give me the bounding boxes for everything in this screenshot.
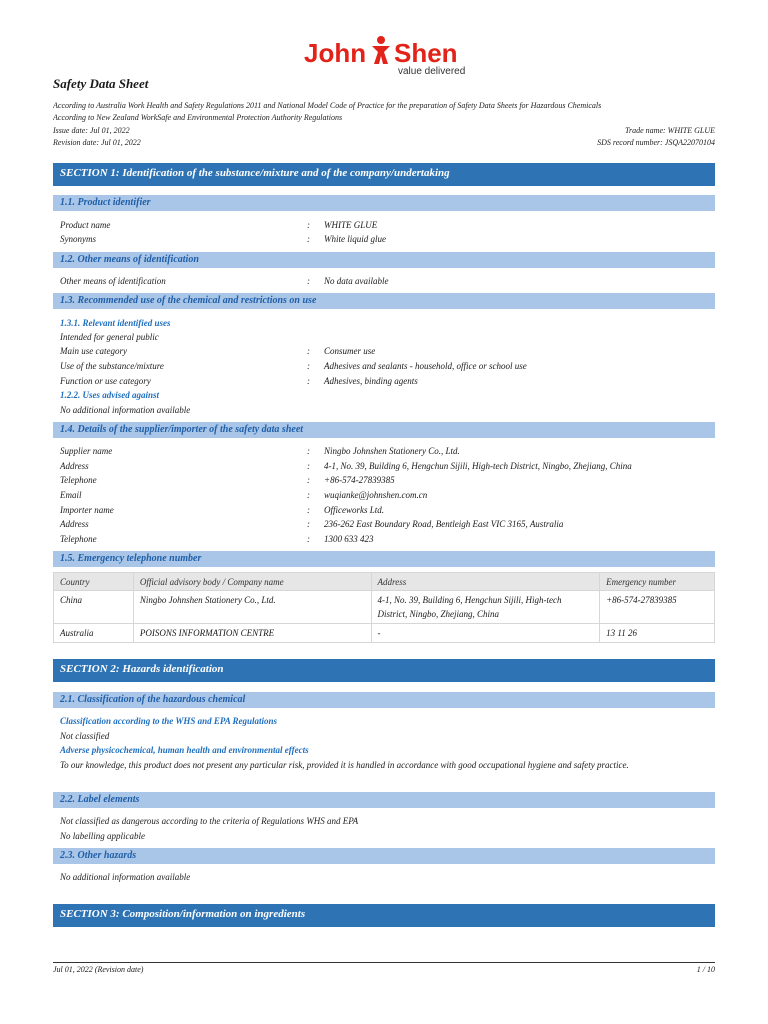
- info-row: [60, 475, 710, 489]
- table-cell: China: [54, 591, 134, 624]
- colon: :: [307, 446, 310, 456]
- row-label: Use of the substance/mixture: [60, 361, 164, 371]
- row-value: Ningbo Johnshen Stationery Co., Ltd.: [324, 446, 460, 456]
- row-label: Importer name: [60, 505, 114, 515]
- row-label: Other means of identification: [60, 276, 166, 286]
- info-row: [60, 346, 710, 360]
- info-row: [60, 490, 710, 504]
- row-label: Synonyms: [60, 234, 96, 244]
- row-value: WHITE GLUE: [324, 220, 378, 230]
- info-row: [60, 505, 710, 519]
- footer-page-number: 1 / 10: [696, 965, 715, 974]
- colon: :: [307, 276, 310, 286]
- table-row: [54, 591, 715, 624]
- table-cell: POISONS INFORMATION CENTRE: [133, 624, 371, 643]
- colon: :: [307, 346, 310, 356]
- colon: :: [307, 461, 310, 471]
- revision-date: Revision date: Jul 01, 2022: [53, 138, 141, 147]
- colon: :: [307, 534, 310, 544]
- subsection-1-2-header: 1.2. Other means of identification: [53, 252, 715, 268]
- row-value: +86-574-27839385: [324, 475, 395, 485]
- subsection-2-1-header: 2.1. Classification of the hazardous chemical: [53, 692, 715, 708]
- uses-advised-against-heading: 1.2.2. Uses advised against: [60, 390, 159, 400]
- sds-record-number: SDS record number: JSQA22070104: [597, 138, 715, 147]
- colon: :: [307, 505, 310, 515]
- column-header: Address: [371, 573, 600, 591]
- other-hazards-text: No additional information available: [60, 872, 191, 882]
- logo-tagline: value delivered: [398, 66, 466, 77]
- row-label: Telephone: [60, 534, 97, 544]
- info-row: [60, 276, 710, 290]
- info-row: [60, 234, 710, 248]
- colon: :: [307, 361, 310, 371]
- section-1-header: SECTION 1: Identification of the substance/mixture and of the company/undertaking: [53, 163, 715, 186]
- colon: :: [307, 490, 310, 500]
- row-label: Address: [60, 461, 89, 471]
- row-value: Adhesives and sealants - household, office or school use: [324, 361, 527, 371]
- trade-name: Trade name: WHITE GLUE: [625, 126, 715, 135]
- table-cell: 4-1, No. 39, Building 6, Hengchun Sijili, High-tech District, Ningbo, Zhejiang, China: [371, 591, 600, 624]
- footer-revision-date: Jul 01, 2022 (Revision date): [53, 965, 144, 974]
- email-value[interactable]: wuqianke@johnshen.com.cn: [324, 490, 428, 500]
- table-header-row: [54, 573, 715, 591]
- colon: :: [307, 475, 310, 485]
- row-label: Main use category: [60, 346, 127, 356]
- company-logo: [300, 30, 480, 80]
- info-row: [60, 461, 710, 475]
- intended-use-text: Intended for general public: [60, 332, 159, 342]
- not-classified-text: Not classified: [60, 731, 110, 741]
- colon: :: [307, 220, 310, 230]
- row-value: No data available: [324, 276, 389, 286]
- row-label: Supplier name: [60, 446, 113, 456]
- row-value: Consumer use: [324, 346, 376, 356]
- column-header: Official advisory body / Company name: [133, 573, 371, 591]
- svg-text:John: John: [304, 38, 367, 68]
- row-label: Function or use category: [60, 376, 151, 386]
- row-label: Telephone: [60, 475, 97, 485]
- regulation-line-1: According to Australia Work Health and Safety Regulations 2011 and National Model Code of Practice for the preparation of Safety Data Sheets for Hazardous Chemicals: [53, 101, 602, 110]
- info-row: [60, 519, 710, 533]
- subsection-1-4-header: 1.4. Details of the supplier/importer of the safety data sheet: [53, 422, 715, 438]
- column-header: Country: [54, 573, 134, 591]
- table-cell: Ningbo Johnshen Stationery Co., Ltd.: [133, 591, 371, 624]
- column-header: Emergency number: [600, 573, 715, 591]
- colon: :: [307, 376, 310, 386]
- footer-divider: [53, 962, 715, 963]
- regulation-line-2: According to New Zealand WorkSafe and Environmental Protection Authority Regulations: [53, 113, 343, 122]
- info-row: [60, 534, 710, 548]
- row-label: Address: [60, 519, 89, 529]
- row-value: 4-1, No. 39, Building 6, Hengchun Sijili, High-tech District, Ningbo, Zhejiang, China: [324, 461, 632, 471]
- section-2-header: SECTION 2: Hazards identification: [53, 659, 715, 682]
- row-value: Adhesives, binding agents: [324, 376, 418, 386]
- subsection-1-1-header: 1.1. Product identifier: [53, 195, 715, 211]
- svg-text:Shen: Shen: [394, 38, 458, 68]
- info-row: [60, 220, 710, 234]
- adverse-effects-heading: Adverse physicochemical, human health and environmental effects: [60, 745, 309, 755]
- emergency-contacts-table: [53, 572, 715, 643]
- classification-heading: Classification according to the WHS and EPA Regulations: [60, 716, 277, 726]
- subsection-1-3-header: 1.3. Recommended use of the chemical and restrictions on use: [53, 293, 715, 309]
- label-elements-line-2: No labelling applicable: [60, 831, 145, 841]
- colon: :: [307, 234, 310, 244]
- table-row: [54, 624, 715, 643]
- colon: :: [307, 519, 310, 529]
- label-elements-line-1: Not classified as dangerous according to the criteria of Regulations WHS and EPA: [60, 816, 359, 826]
- adverse-effects-paragraph: To our knowledge, this product does not present any particular risk, provided it is handled in accordance with good occupational hygiene and safety practice.: [60, 760, 629, 770]
- row-value: 236-262 East Boundary Road, Bentleigh East VIC 3165, Australia: [324, 519, 564, 529]
- subsection-2-3-header: 2.3. Other hazards: [53, 848, 715, 864]
- row-value: White liquid glue: [324, 234, 386, 244]
- subsection-1-5-header: 1.5. Emergency telephone number: [53, 551, 715, 567]
- table-cell: +86-574-27839385: [600, 591, 715, 624]
- no-additional-info-text: No additional information available: [60, 405, 191, 415]
- section-3-header: SECTION 3: Composition/information on ingredients: [53, 904, 715, 927]
- info-row: [60, 446, 710, 460]
- row-value: 1300 633 423: [324, 534, 374, 544]
- row-value: Officeworks Ltd.: [324, 505, 384, 515]
- table-cell: Australia: [54, 624, 134, 643]
- table-cell: 13 11 26: [600, 624, 715, 643]
- issue-date: Issue date: Jul 01, 2022: [53, 126, 130, 135]
- document-title: Safety Data Sheet: [53, 76, 149, 91]
- subsection-2-2-header: 2.2. Label elements: [53, 792, 715, 808]
- row-label: Product name: [60, 220, 111, 230]
- row-label: Email: [60, 490, 82, 500]
- info-row: [60, 361, 710, 375]
- table-cell: -: [371, 624, 600, 643]
- subsection-1-3-1-heading: 1.3.1. Relevant identified uses: [60, 318, 171, 328]
- info-row: [60, 376, 710, 390]
